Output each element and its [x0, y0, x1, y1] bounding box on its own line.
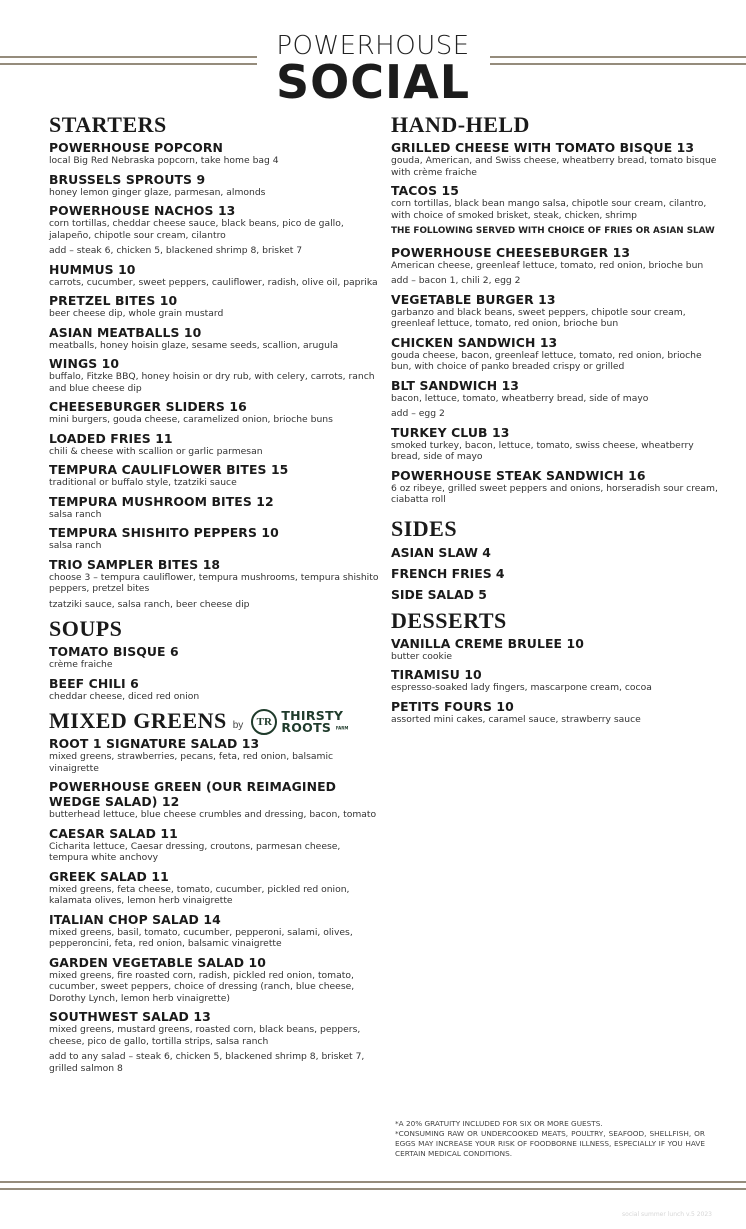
section-title: MIXED GREENS: [49, 708, 227, 733]
menu-item-name: TEMPURA SHISHITO PEPPERS 10: [49, 525, 279, 540]
menu-item: [391, 245, 721, 287]
footer-rule-bottom: [0, 1188, 746, 1190]
header-rule-right-top: [490, 56, 746, 58]
menu-item: [49, 912, 379, 950]
menu-item-description: chili & cheese with scallion or garlic parmesan: [49, 445, 263, 457]
menu-item-name: TEMPURA MUSHROOM BITES 12: [49, 493, 274, 509]
menu-item-description: mixed greens, strawberries, pecans, feta, red onion, balsamic vinaigrette: [49, 751, 334, 774]
menu-item-description: garbanzo and black beans, sweet peppers, chipotle sour cream, greenleaf lettuce, tomato, red onion, brioche bun: [391, 306, 686, 329]
menu-item-name: CHEESEBURGER SLIDERS 16: [49, 399, 247, 414]
menu-item: [391, 292, 721, 330]
menu-item-name: CAESAR SALAD 11: [49, 825, 178, 841]
menu-item: [49, 203, 379, 257]
menu-item-description: butterhead lettuce, blue cheese crumbles and dressing, bacon, tomato: [49, 809, 377, 820]
menu-item-name: GRILLED CHEESE WITH TOMATO BISQUE 13: [391, 140, 695, 155]
menu-item: [391, 667, 721, 694]
menu-item-name: BRUSSELS SPROUTS 9: [49, 171, 206, 187]
menu-item-name: PETITS FOURS 10: [391, 698, 514, 714]
logo-line2: [281, 719, 349, 735]
menu-item-description: crème fraiche: [49, 659, 113, 670]
menu-item: [49, 644, 379, 671]
menu-item-description: mini burgers, gouda cheese, caramelized onion, brioche buns: [49, 414, 333, 425]
section-title: SIDES: [391, 515, 458, 541]
menu-item: [49, 676, 379, 703]
menu-item-name: POWERHOUSE CHEESEBURGER 13: [391, 244, 631, 260]
menu-item-name: SOUTHWEST SALAD 13: [49, 1009, 211, 1024]
menu-item-name: VEGETABLE BURGER 13: [391, 291, 556, 307]
right-column: [391, 112, 721, 731]
brand-bottom: SOCIAL: [275, 55, 471, 109]
menu-item-description: mixed greens, mustard greens, roasted corn, black beans, peppers, cheese, pico de gallo, tortilla strips, salsa ranch: [49, 1024, 361, 1047]
menu-item-description: gouda, American, and Swiss cheese, wheatberry bread, tomato bisque with crème fraiche: [391, 155, 717, 178]
menu-item-name: PRETZEL BITES 10: [49, 293, 178, 308]
menu-item-name: TEMPURA CAULIFLOWER BITES 15: [49, 462, 289, 477]
menu-item-description: honey lemon ginger glaze, parmesan, almonds: [49, 186, 266, 198]
menu-item-name: BLT SANDWICH 13: [391, 377, 520, 393]
menu-item-name: VANILLA CREME BRULEE 10: [391, 635, 584, 651]
menu-item: [49, 494, 379, 521]
menu-item: [49, 356, 379, 394]
menu-item: [391, 699, 721, 726]
served-with-note: THE FOLLOWING SERVED WITH CHOICE OF FRIES OR ASIAN SLAW: [391, 226, 715, 236]
by-label: by: [232, 719, 244, 731]
header-rule-left-top: [0, 56, 257, 58]
soups-list: [49, 644, 379, 702]
section-sides: [391, 516, 721, 602]
thirsty-roots-mark-icon: TR: [251, 709, 277, 735]
menu-item-description: gouda cheese, bacon, greenleaf lettuce, tomato, red onion, brioche bun, with choice of panko breaded crispy or grilled: [391, 349, 702, 372]
thirsty-roots-logo: [251, 709, 348, 735]
menu-item-description: corn tortillas, cheddar cheese sauce, black beans, pico de gallo, jalapeño, chipotle sour cream, cilantro: [49, 218, 344, 241]
hand-held-list-a: [391, 140, 721, 221]
menu-item-description: mixed greens, fire roasted corn, radish, pickled red onion, tomato, cucumber, sweet peppers, choice of dressing (ranch, blue cheese, Dorothy Lynch, lemon herb vinaigrette): [49, 969, 355, 1004]
sides-list: [391, 545, 721, 602]
menu-item-description: mixed greens, basil, tomato, cucumber, pepperoni, salami, olives, pepperoncini, feta, red onion, balsamic vinaigrette: [49, 926, 353, 949]
menu-item-name: CHICKEN SANDWICH 13: [391, 334, 558, 350]
menu-item: [391, 140, 721, 178]
menu-item: [391, 183, 721, 221]
food-safety-note: *CONSUMING RAW OR UNDERCOOKED MEATS, POULTRY, SEAFOOD, SHELLFISH, OR EGGS MAY INCREASE YOUR RISK OF FOODBORNE ILLNESS, ESPECIALLY IF YOU HAVE CERTAIN MEDICAL CONDITIONS.: [395, 1129, 705, 1158]
menu-item-addons: add – steak 6, chicken 5, blackened shrimp 8, brisket 7: [49, 245, 303, 256]
menu-item-description: choose 3 – tempura cauliflower, tempura mushrooms, tempura shishito peppers, pretzel bites: [49, 571, 379, 594]
menu-item: [49, 779, 379, 821]
section-title: HAND-HELD: [391, 112, 530, 137]
menu-item: [49, 525, 379, 552]
menu-item-name: POWERHOUSE GREEN (OUR REIMAGINED WEDGE SALAD) 12: [49, 779, 337, 809]
menu-item: [49, 431, 379, 458]
menu-item-addons: add – bacon 1, chili 2, egg 2: [391, 275, 521, 286]
menu-item-description: buffalo, Fitzke BBQ, honey hoisin or dry rub, with celery, carrots, ranch and blue cheese dip: [49, 371, 375, 394]
menu-item: [49, 1009, 379, 1074]
side-item: SIDE SALAD 5: [391, 586, 487, 602]
menu-item-name: TACOS 15: [391, 183, 459, 198]
menu-item: [49, 325, 379, 352]
desserts-list: [391, 636, 721, 726]
menu-item-name: GREEK SALAD 11: [49, 868, 169, 884]
menu-item-description: Cicharita lettuce, Caesar dressing, croutons, parmesan cheese, tempura white anchovy: [49, 840, 341, 863]
menu-item: [49, 262, 379, 289]
section-title: SOUPS: [49, 616, 123, 641]
brand-top: POWERHOUSE: [276, 31, 470, 61]
menu-item: [49, 869, 379, 907]
menu-item: [391, 468, 721, 506]
menu-item-name: POWERHOUSE POPCORN: [49, 140, 223, 155]
menu-item: [49, 736, 379, 774]
menu-item: [49, 399, 379, 426]
menu-item-description: cheddar cheese, diced red onion: [49, 690, 200, 702]
menu-item: [49, 140, 379, 167]
section-title-row: [49, 708, 379, 736]
menu-item-description: assorted mini cakes, caramel sauce, strawberry sauce: [391, 713, 641, 725]
menu-item-description: American cheese, greenleaf lettuce, tomato, red onion, brioche bun: [391, 259, 704, 271]
menu-item: [49, 293, 379, 320]
menu-item-addons: add to any salad – steak 6, chicken 5, blackened shrimp 8, brisket 7, grilled salmon 8: [49, 1051, 365, 1074]
logo-line1: THIRSTY: [281, 707, 344, 723]
menu-item-description: beer cheese dip, whole grain mustard: [49, 308, 224, 319]
menu-item-description: salsa ranch: [49, 540, 102, 551]
menu-item: [49, 557, 379, 611]
section-desserts: [391, 608, 721, 726]
menu-item-description: espresso-soaked lady fingers, mascarpone cream, cocoa: [391, 682, 652, 693]
section-title: DESSERTS: [391, 607, 507, 633]
menu-item: [391, 425, 721, 463]
menu-item-name: LOADED FRIES 11: [49, 430, 173, 446]
section-soups: [49, 616, 379, 702]
brand-logo: [262, 30, 484, 109]
menu-item-addons: tzatziki sauce, salsa ranch, beer cheese dip: [49, 598, 250, 610]
disclaimer: [395, 1119, 705, 1159]
menu-item-name: ASIAN MEATBALLS 10: [49, 324, 202, 340]
menu-item-description: salsa ranch: [49, 508, 102, 520]
menu-item: [49, 826, 379, 864]
left-column: [49, 112, 379, 1080]
menu-item-description: smoked turkey, bacon, lettuce, tomato, swiss cheese, wheatberry bread, side of mayo: [391, 439, 694, 462]
menu-item: [49, 172, 379, 199]
menu-item-name: TRIO SAMPLER BITES 18: [49, 556, 221, 572]
menu-item-name: GARDEN VEGETABLE SALAD 10: [49, 954, 266, 970]
menu-item-description: bacon, lettuce, tomato, wheatberry bread, side of mayo: [391, 392, 649, 404]
section-hand-held: [391, 112, 721, 506]
menu-item: [391, 378, 721, 420]
menu-item-description: carrots, cucumber, sweet peppers, cauliflower, radish, olive oil, paprika: [49, 276, 378, 288]
menu-item-name: BEEF CHILI 6: [49, 675, 139, 691]
menu-item-description: traditional or buffalo style, tzatziki sauce: [49, 477, 237, 488]
menu-item-name: WINGS 10: [49, 356, 120, 371]
logo-text: [281, 707, 349, 735]
version-code: social summer lunch v.5 2023: [622, 1211, 712, 1218]
menu-item-name: HUMMUS 10: [49, 261, 136, 277]
menu-item-description: local Big Red Nebraska popcorn, take home bag 4: [49, 155, 279, 166]
menu-item-description: 6 oz ribeye, grilled sweet peppers and onions, horseradish sour cream, ciabatta roll: [391, 482, 718, 505]
gratuity-note: *A 20% GRATUITY INCLUDED FOR SIX OR MORE GUESTS.: [395, 1119, 603, 1128]
menu-item-name: POWERHOUSE NACHOS 13: [49, 203, 236, 218]
section-mixed-greens: [49, 708, 379, 1074]
menu-item: [391, 636, 721, 663]
starters-list: [49, 140, 379, 610]
side-item: ASIAN SLAW 4: [391, 544, 491, 560]
section-starters: [49, 112, 379, 610]
header-rule-left-bottom: [0, 63, 257, 65]
logo-suffix: FARM: [335, 725, 349, 731]
menu-item-description: mixed greens, feta cheese, tomato, cucumber, pickled red onion, kalamata olives, lemon herb vinaigrette: [49, 883, 350, 906]
menu-item: [49, 462, 379, 489]
side-item: FRENCH FRIES 4: [391, 565, 505, 581]
hand-held-list-b: [391, 245, 721, 506]
mixed-greens-list: [49, 736, 379, 1074]
menu-item-name: TOMATO BISQUE 6: [49, 644, 179, 659]
menu-item-name: ITALIAN CHOP SALAD 14: [49, 911, 221, 927]
header-rule-right-bottom: [490, 63, 746, 65]
menu-item-name: TIRAMISU 10: [391, 667, 482, 682]
menu-item-name: TURKEY CLUB 13: [391, 424, 510, 440]
footer-rule-top: [0, 1181, 746, 1183]
menu-item-name: POWERHOUSE STEAK SANDWICH 16: [391, 467, 646, 483]
menu-item: [49, 955, 379, 1005]
section-title: STARTERS: [49, 112, 167, 137]
menu-item-addons: add – egg 2: [391, 408, 445, 419]
menu-item-name: ROOT 1 SIGNATURE SALAD 13: [49, 736, 260, 751]
menu-item-description: corn tortillas, black bean mango salsa, chipotle sour cream, cilantro, with choice of smoked brisket, steak, chicken, shrimp: [391, 198, 707, 221]
menu-item-description: butter cookie: [391, 650, 453, 662]
logo-line2-text: ROOTS: [281, 719, 332, 735]
menu-item: [391, 335, 721, 373]
menu-item-description: meatballs, honey hoisin glaze, sesame seeds, scallion, arugula: [49, 339, 339, 351]
